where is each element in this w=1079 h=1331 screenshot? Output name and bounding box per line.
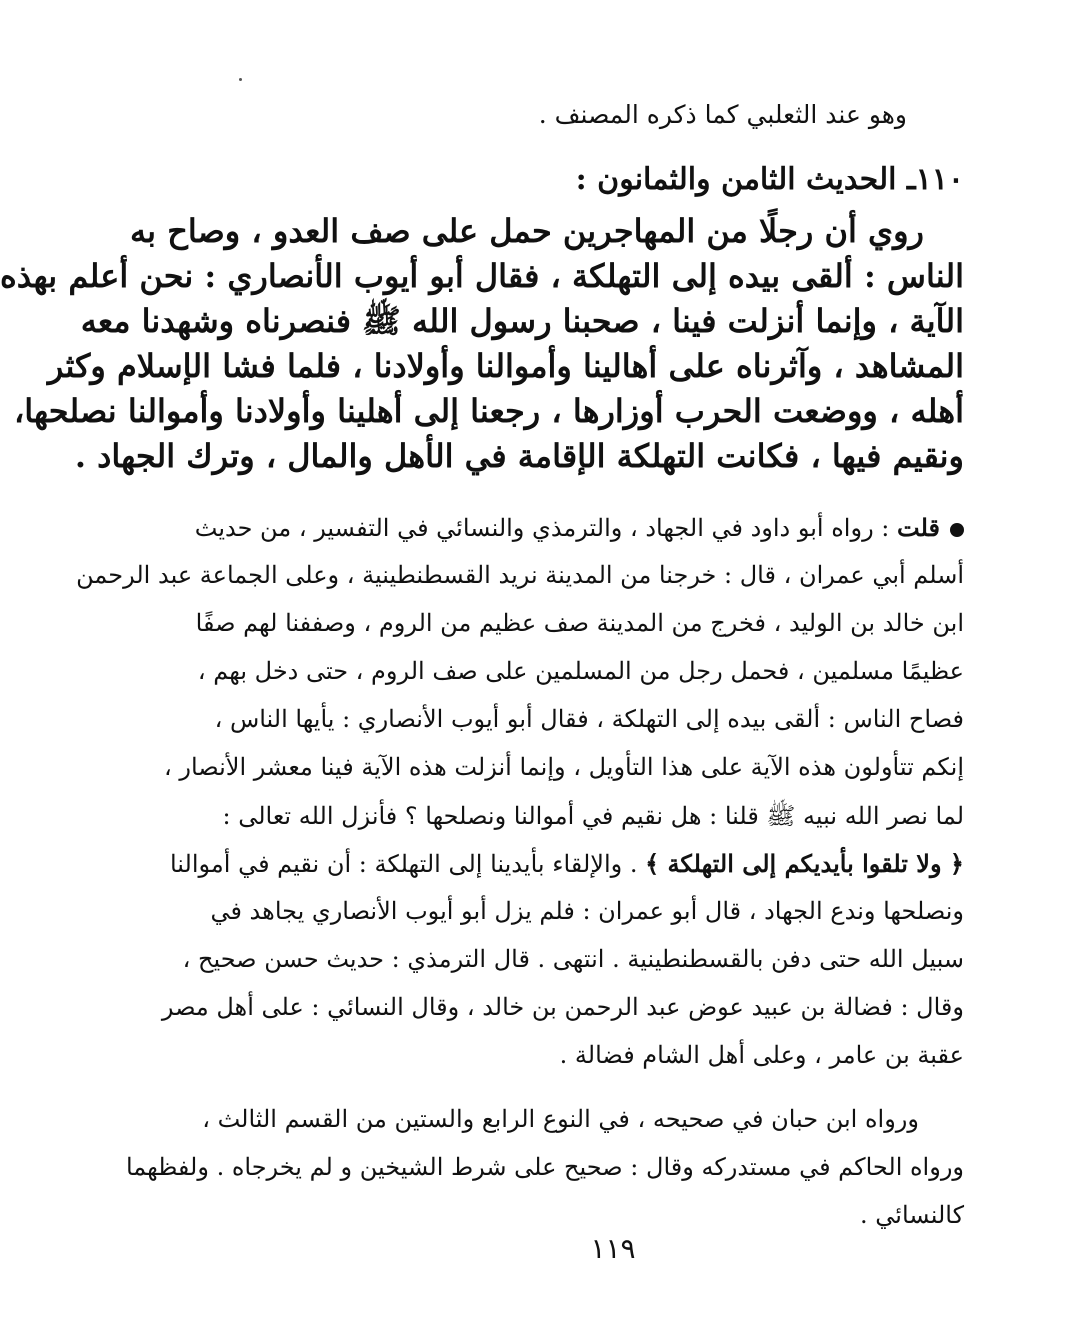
comment-line: ونصلحها وندع الجهاد ، قال أبو عمران : فلم يزل أبو أيوب الأنصاري يجاهد في (210, 897, 964, 925)
comment-line: لما نصر الله نبيه ﷺ قلنا : هل نقيم في أموالنا ونصلحها ؟ فأنزل الله تعالى : (222, 802, 964, 830)
comment-line: عقبة بن عامر ، وعلى أهل الشام فضالة . (559, 1041, 964, 1069)
hadith-line: روي أن رجلًا من المهاجرين حمل على صف العدو ، وصاح به (130, 212, 924, 250)
hadith-heading: ١١٠ـ الحديث الثامن والثمانون : (575, 162, 964, 197)
hadith-line: أهله ، ووضعت الحرب أوزارها ، رجعنا إلى أهلينا وأولادنا وأموالنا نصلحها، (13, 392, 964, 430)
comment-text: . والإلقاء بأيدينا إلى التهلكة : أن نقيم في أموالنا (169, 850, 638, 878)
comment-line: ابن خالد بن الوليد ، فخرج من المدينة صف عظيم من الروم ، وصففنا لهم صفًا (195, 609, 964, 637)
hadith-line: الآية ، وإنما أنزلت فينا ، صحبنا رسول الله ﷺ فنصرناه وشهدنا معه (80, 302, 964, 340)
bullet-icon (950, 523, 964, 537)
intro-line: وهو عند الثعلبي كما ذكره المصنف . (538, 100, 907, 129)
comment-first-line (194, 513, 964, 542)
comment-line: فصاح الناس : ألقى بيده إلى التهلكة ، فقال أبو أيوب الأنصاري : يأيها الناس ، (214, 705, 964, 733)
paragraph-line: ورواه الحاكم في مستدركه وقال : صحيح على شرط الشيخين و لم يخرجاه . ولفظهما (125, 1153, 964, 1181)
comment-line: إنكم تتأولون هذه الآية على هذا التأويل ، وإنما أنزلت هذه الآية فينا معشر الأنصار ، (164, 753, 964, 781)
scan-speck (239, 78, 242, 81)
comment-label: قلت (897, 513, 940, 542)
page-number: ١١٩ (590, 1232, 636, 1265)
comment-line: أسلم أبي عمران ، قال : خرجنا من المدينة نريد القسطنطينية ، وعلى الجماعة عبد الرحمن (76, 561, 964, 589)
hadith-line: الناس : ألقى بيده إلى التهلكة ، فقال أبو أيوب الأنصاري : نحن أعلم بهذه (0, 257, 964, 295)
quran-verse: ﴿ ولا تلقوا بأيديكم إلى التهلكة ﴾ (645, 849, 964, 878)
hadith-line: المشاهد ، وآثرناه على أهالينا وأموالنا وأولادنا ، فلما فشا الإسلام وكثر (47, 347, 964, 385)
comment-line: عظيمًا مسلمين ، فحمل رجل من المسلمين على صف الروم ، حتى دخل بهم ، (197, 657, 964, 685)
comment-line: وقال : فضالة بن عبيد عوض عبد الرحمن بن خالد ، وقال النسائي : على أهل مصر (161, 993, 964, 1021)
comment-verse-line (169, 849, 964, 878)
paragraph-line: ورواه ابن حبان في صحيحه ، في النوع الرابع والستين من القسم الثالث ، (202, 1105, 919, 1133)
hadith-line: ونقيم فيها ، فكانت التهلكة الإقامة في الأهل والمال ، وترك الجهاد . (74, 437, 964, 475)
comment-line: سبيل الله حتى دفن بالقسطنطينية . انتهى . قال الترمذي : حديث حسن صحيح ، (182, 945, 964, 973)
paragraph-line: كالنسائي . (860, 1201, 964, 1229)
comment-text: : رواه أبو داود في الجهاد ، والترمذي والنسائي في التفسير ، من حديث (194, 514, 890, 542)
